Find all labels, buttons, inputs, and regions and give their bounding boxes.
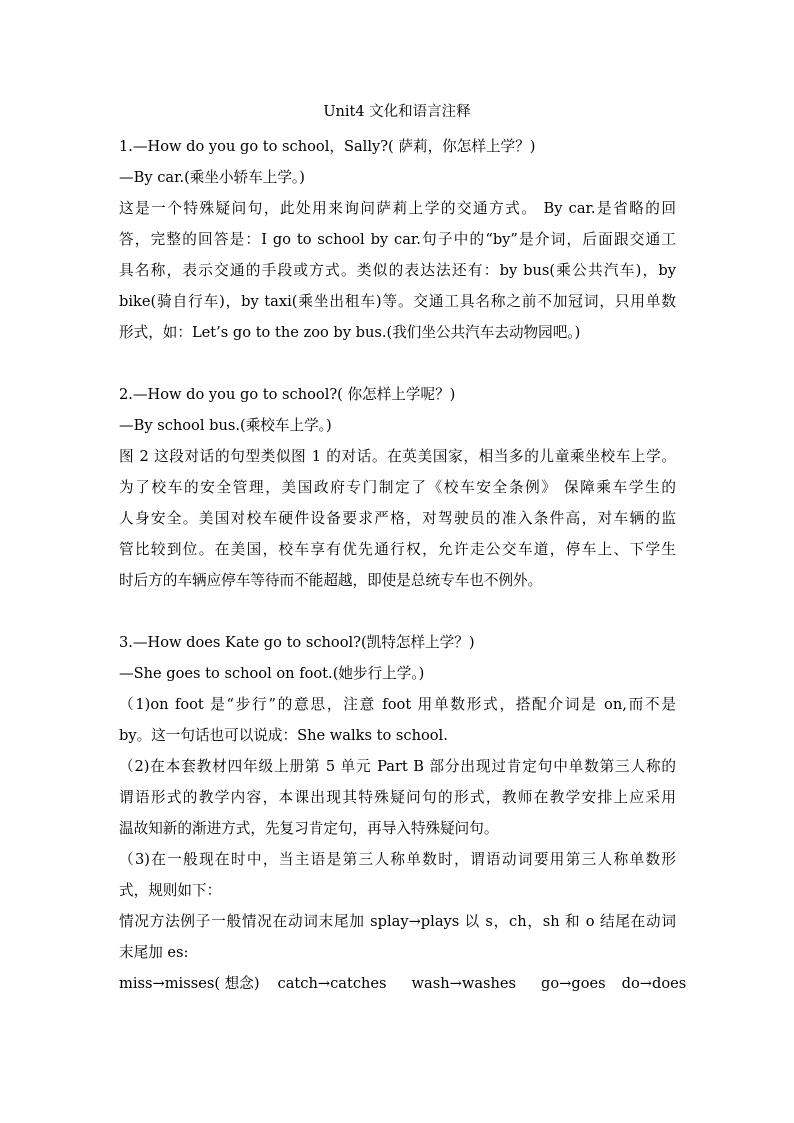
s2-para-line: 为了校车的安全管理，美国政府专门制定了《校车安全条例》 保障乘车学生的 <box>119 479 676 496</box>
s3-rule-line: 末尾加 es: <box>119 944 189 961</box>
s3-note2-line: （2)在本套教材四年级上册第 5 单元 Part B 部分出现过肯定句中单数第三人称的 <box>119 758 676 775</box>
s3-note2-line: 温故知新的渐进方式，先复习肯定句，再导入特殊疑问句。 <box>119 820 499 837</box>
spacer <box>119 348 676 379</box>
s1-para-line: 形式，如：Let’s go to the zoo by bus.(我们坐公共汽车去动物园吧。) <box>119 324 581 341</box>
example-item: do→does <box>621 975 687 992</box>
s2-para-line: 管比较到位。在美国，校车享有优先通行权，允许走公交车道，停车上、下学生 <box>119 541 676 558</box>
s3-note1-line: by。这一句话也可以说成：She walks to school. <box>119 727 448 744</box>
s3-examples <box>119 968 687 999</box>
s1-para-line: 具名称，表示交通的手段或方式。类似的表达法还有：by bus(乘公共汽车)，by <box>119 262 676 279</box>
s2-para-line: 时后方的车辆应停车等待而不能超越，即使是总统专车也不例外。 <box>119 572 543 589</box>
s2-para-line: 人身安全。美国对校车硬件设备要求严格，对驾驶员的准入条件高，对车辆的监 <box>119 510 676 527</box>
s1-para-line: 这是一个特殊疑问句，此处用来询问萨莉上学的交通方式。 By car.是省略的回 <box>119 200 676 217</box>
example-item: go→goes <box>541 975 606 992</box>
s1-answer: —By car.(乘坐小轿车上学。) <box>119 169 305 186</box>
s2-answer: —By school bus.(乘校车上学。) <box>119 417 332 434</box>
s3-question: 3.—How does Kate go to school?(凯特怎样上学？) <box>119 634 475 651</box>
spacer <box>119 596 676 627</box>
s3-note3-line: 式，规则如下： <box>119 882 222 899</box>
s2-para-line: 图 2 这段对话的句型类似图 1 的对话。在英美国家，相当多的儿童乘坐校车上学。 <box>119 448 676 465</box>
s3-note2-line: 谓语形式的教学内容，本课出现其特殊疑问句的形式，教师在教学安排上应采用 <box>119 789 676 806</box>
s1-question: 1.—How do you go to school，Sally?( 萨莉，你怎样上学？) <box>119 138 536 155</box>
example-item: wash→washes <box>411 975 517 992</box>
document-body <box>119 131 687 999</box>
s1-para-line: bike(骑自行车)，by taxi(乘坐出租车)等。交通工具名称之前不加冠词，只用单数 <box>119 293 676 310</box>
example-item: miss→misses( 想念) <box>119 975 260 992</box>
example-item: catch→catches <box>277 975 387 992</box>
s2-question: 2.—How do you go to school?( 你怎样上学呢？) <box>119 386 456 403</box>
s3-rule-line: 情况方法例子一般情况在动词末尾加 splay→plays 以 s，ch，sh 和 o 结尾在动词 <box>119 913 676 930</box>
s3-note3-line: （3)在一般现在时中，当主语是第三人称单数时，谓语动词要用第三人称单数形 <box>119 851 676 868</box>
page-title: Unit4 文化和语言注释 <box>323 104 471 120</box>
s3-answer: —She goes to school on foot.(她步行上学。) <box>119 665 425 682</box>
s3-note1-line: （1)on foot 是“步行”的意思，注意 foot 用单数形式，搭配介词是 on,而不是 <box>119 696 676 713</box>
s1-para-line: 答，完整的回答是：I go to school by car.句子中的“by”是介词，后面跟交通工 <box>119 231 676 248</box>
